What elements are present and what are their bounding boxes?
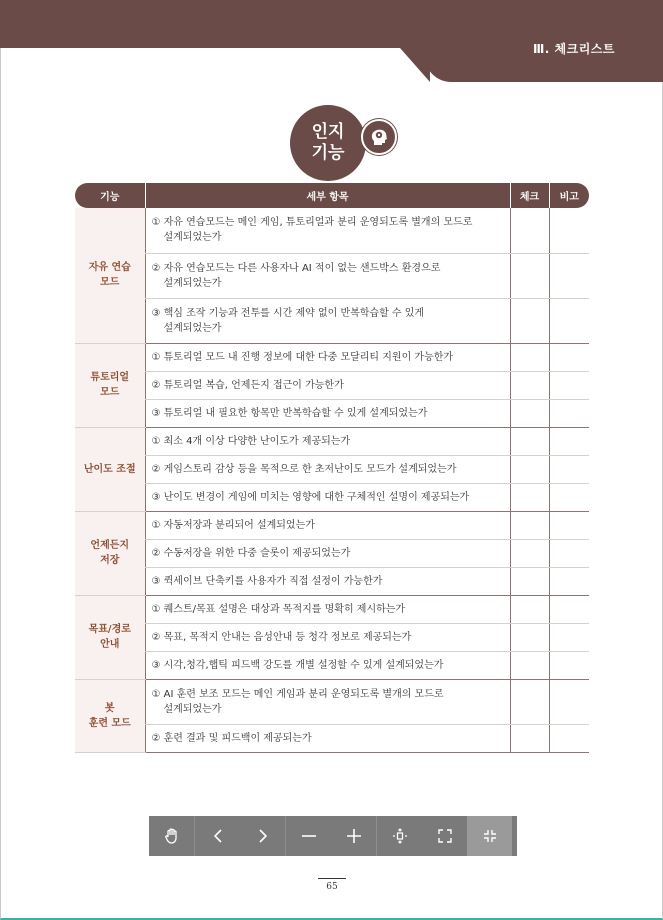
remark-cell[interactable] xyxy=(549,724,589,752)
category-badge xyxy=(290,105,366,181)
remark-cell[interactable] xyxy=(549,427,589,455)
item-text: ② 자유 연습모드는 다른 사용자나 AI 적이 없는 샌드박스 환경으로 xyxy=(151,262,441,274)
remark-cell[interactable] xyxy=(549,567,589,595)
check-cell[interactable] xyxy=(510,679,549,724)
badge-line-1: 인지 xyxy=(311,122,345,142)
check-cell[interactable] xyxy=(510,343,549,371)
check-cell[interactable] xyxy=(510,483,549,511)
item-text: ① AI 훈련 보조 모드는 메인 게임과 분리 운영되도록 별개의 모드로 xyxy=(151,688,444,700)
check-cell[interactable] xyxy=(510,595,549,623)
checklist-item xyxy=(145,253,510,298)
remark-cell[interactable] xyxy=(549,623,589,651)
check-cell[interactable] xyxy=(510,427,549,455)
checklist-item: ② 훈련 결과 및 피드백이 제공되는가 xyxy=(145,724,510,752)
check-cell[interactable] xyxy=(510,651,549,679)
previous-page-icon[interactable] xyxy=(195,816,240,856)
checklist-item xyxy=(145,298,510,343)
remark-cell[interactable] xyxy=(549,371,589,399)
category-label: 모드 xyxy=(100,387,120,398)
checklist-item: ② 튜토리얼 복습, 언제든지 접근이 가능한가 xyxy=(145,371,510,399)
category-label: 봇 xyxy=(104,702,115,714)
exit-fullscreen-icon[interactable] xyxy=(467,816,512,856)
checklist-table xyxy=(75,183,589,753)
remark-cell[interactable] xyxy=(549,399,589,427)
checklist-item: ① 퀘스트/목표 설명은 대상과 목적지를 명확히 제시하는가 xyxy=(145,595,510,623)
category-goal-guidance xyxy=(75,595,145,679)
checklist-item: ③ 시각,청각,햅틱 피드백 강도를 개별 설정할 수 있게 설계되었는가 xyxy=(145,651,510,679)
item-text: ① 자유 연습모드는 메인 게임, 튜토리얼과 분리 운영되도록 별개의 모드로 xyxy=(151,217,473,229)
next-page-icon[interactable] xyxy=(240,816,285,856)
check-cell[interactable] xyxy=(510,253,549,298)
check-cell[interactable] xyxy=(510,567,549,595)
check-cell[interactable] xyxy=(510,208,549,253)
remark-cell[interactable] xyxy=(549,483,589,511)
category-free-practice xyxy=(75,208,145,343)
category-label: 자유 연습 xyxy=(88,262,131,274)
check-cell[interactable] xyxy=(510,539,549,567)
category-label: 언제든지 xyxy=(90,540,130,551)
category-tutorial xyxy=(75,343,145,427)
category-bot-training xyxy=(75,679,145,752)
item-text: ③ 핵심 조작 기능과 전투를 시간 제약 없이 반복학습할 수 있게 xyxy=(151,307,425,319)
column-header-remark: 비고 xyxy=(549,183,589,208)
category-label: 훈련 모드 xyxy=(88,717,131,729)
remark-cell[interactable] xyxy=(549,679,589,724)
column-header-check: 체크 xyxy=(510,183,549,208)
checklist-item: ② 게임스토리 감상 등을 목적으로 한 초저난이도 모드가 설계되었는가 xyxy=(145,455,510,483)
zoom-out-icon[interactable] xyxy=(286,816,331,856)
checklist-item: ③ 난이도 변경이 게임에 미치는 영향에 대한 구체적인 설명이 제공되는가 xyxy=(145,483,510,511)
remark-cell[interactable] xyxy=(549,595,589,623)
category-save-anytime xyxy=(75,511,145,595)
remark-cell[interactable] xyxy=(549,343,589,371)
item-text: 설계되었는가 xyxy=(163,322,222,334)
category-label: 안내 xyxy=(100,639,120,650)
zoom-in-icon[interactable] xyxy=(331,816,376,856)
viewer-toolbar xyxy=(149,816,517,856)
remark-cell[interactable] xyxy=(549,539,589,567)
item-text: 설계되었는가 xyxy=(163,703,222,715)
check-cell[interactable] xyxy=(510,724,549,752)
hand-tool-icon[interactable] xyxy=(149,816,194,856)
checklist-item: ① 자동저장과 분리되어 설계되었는가 xyxy=(145,511,510,539)
checklist-item: ① 최소 4개 이상 다양한 난이도가 제공되는가 xyxy=(145,427,510,455)
section-title: Ⅲ. 체크리스트 xyxy=(532,42,615,56)
remark-cell[interactable] xyxy=(549,208,589,253)
remark-cell[interactable] xyxy=(549,511,589,539)
check-cell[interactable] xyxy=(510,399,549,427)
remark-cell[interactable] xyxy=(549,455,589,483)
checklist-item: ② 목표, 목적지 안내는 음성안내 등 청각 정보로 제공되는가 xyxy=(145,623,510,651)
category-difficulty xyxy=(75,427,145,511)
fullscreen-icon[interactable] xyxy=(422,816,467,856)
checklist-item: ② 수동저장을 위한 다중 슬롯이 제공되었는가 xyxy=(145,539,510,567)
remark-cell[interactable] xyxy=(549,253,589,298)
category-label: 난이도 조절 xyxy=(83,463,136,475)
remark-cell[interactable] xyxy=(549,651,589,679)
category-label: 튜토리얼 xyxy=(90,372,130,383)
badge-line-2: 기능 xyxy=(311,143,345,163)
category-label: 저장 xyxy=(100,555,120,566)
checklist-item xyxy=(145,679,510,724)
checklist-item xyxy=(145,208,510,253)
check-cell[interactable] xyxy=(510,371,549,399)
check-cell[interactable] xyxy=(510,298,549,343)
check-cell[interactable] xyxy=(510,511,549,539)
checklist-item: ① 튜토리얼 모드 내 진행 정보에 대한 다중 모달리티 지원이 가능한가 xyxy=(145,343,510,371)
page-number: 65 xyxy=(318,878,346,892)
category-label: 모드 xyxy=(100,277,120,289)
checklist-item: ③ 퀵세이브 단축키를 사용자가 직접 설정이 가능한가 xyxy=(145,567,510,595)
checklist-item: ③ 튜토리얼 내 필요한 항목만 반복학습할 수 있게 설계되었는가 xyxy=(145,399,510,427)
column-header-function: 기능 xyxy=(75,183,145,208)
check-cell[interactable] xyxy=(510,623,549,651)
item-text: 설계되었는가 xyxy=(163,277,222,289)
item-text: 설계되었는가 xyxy=(163,232,222,244)
brain-head-icon xyxy=(361,119,397,155)
category-label: 목표/경로 xyxy=(88,624,131,635)
column-header-detail: 세부 항목 xyxy=(145,183,510,208)
fit-page-icon[interactable] xyxy=(377,816,422,856)
remark-cell[interactable] xyxy=(549,298,589,343)
check-cell[interactable] xyxy=(510,455,549,483)
